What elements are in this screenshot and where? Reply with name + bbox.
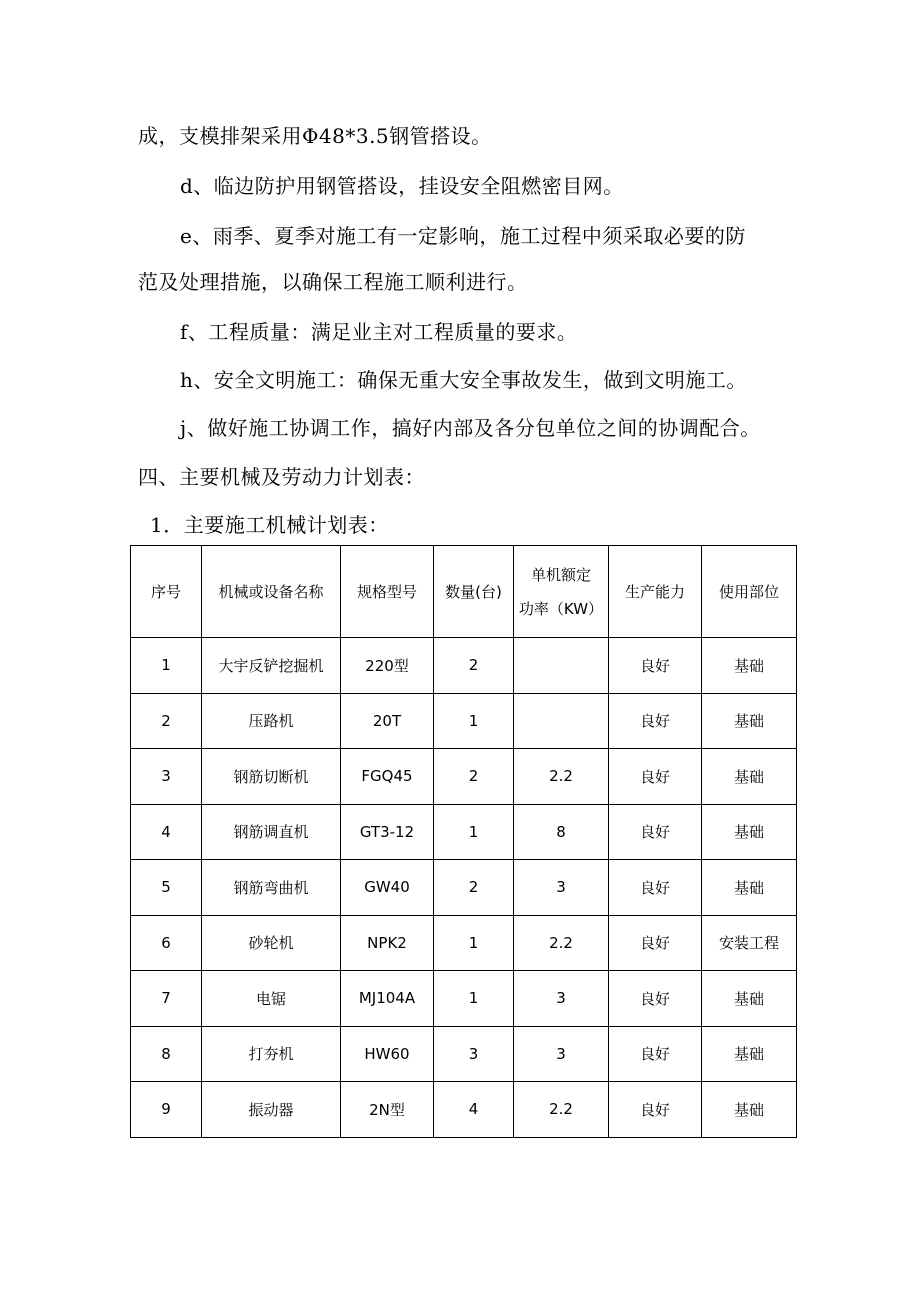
cell-name: 钢筋弯曲机 bbox=[202, 860, 341, 916]
cell-power bbox=[514, 693, 609, 749]
cell-no: 3 bbox=[131, 749, 202, 805]
paragraph-j-coordination: j、做好施工协调工作，搞好内部及各分包单位之间的协调配合。 bbox=[180, 416, 761, 440]
cell-no: 7 bbox=[131, 971, 202, 1027]
cell-capacity: 良好 bbox=[609, 1026, 702, 1082]
cell-capacity: 良好 bbox=[609, 638, 702, 694]
header-model: 规格型号 bbox=[341, 546, 434, 638]
table-row bbox=[131, 1082, 797, 1138]
cell-qty: 1 bbox=[434, 693, 514, 749]
cell-no: 6 bbox=[131, 915, 202, 971]
table-row bbox=[131, 1026, 797, 1082]
cell-qty: 1 bbox=[434, 915, 514, 971]
cell-qty: 1 bbox=[434, 804, 514, 860]
cell-power: 2.2 bbox=[514, 1082, 609, 1138]
header-qty: 数量(台) bbox=[434, 546, 514, 638]
cell-power: 3 bbox=[514, 971, 609, 1027]
cell-power: 2.2 bbox=[514, 915, 609, 971]
cell-model: NPK2 bbox=[341, 915, 434, 971]
cell-location: 基础 bbox=[702, 638, 797, 694]
table-row bbox=[131, 915, 797, 971]
cell-power: 3 bbox=[514, 860, 609, 916]
cell-location: 基础 bbox=[702, 860, 797, 916]
cell-capacity: 良好 bbox=[609, 693, 702, 749]
cell-location: 基础 bbox=[702, 1026, 797, 1082]
table-row bbox=[131, 860, 797, 916]
machinery-table bbox=[130, 545, 797, 1138]
cell-no: 1 bbox=[131, 638, 202, 694]
table-row bbox=[131, 693, 797, 749]
header-capacity: 生产能力 bbox=[609, 546, 702, 638]
cell-power: 3 bbox=[514, 1026, 609, 1082]
cell-no: 9 bbox=[131, 1082, 202, 1138]
cell-location: 基础 bbox=[702, 1082, 797, 1138]
cell-model: MJ104A bbox=[341, 971, 434, 1027]
cell-location: 基础 bbox=[702, 693, 797, 749]
cell-capacity: 良好 bbox=[609, 971, 702, 1027]
table-row bbox=[131, 804, 797, 860]
table-row bbox=[131, 638, 797, 694]
cell-name: 电锯 bbox=[202, 971, 341, 1027]
subheading-machinery: 1．主要施工机械计划表： bbox=[150, 513, 389, 537]
header-no: 序号 bbox=[131, 546, 202, 638]
cell-qty: 1 bbox=[434, 971, 514, 1027]
cell-name: 压路机 bbox=[202, 693, 341, 749]
cell-power: 8 bbox=[514, 804, 609, 860]
cell-no: 4 bbox=[131, 804, 202, 860]
table-header-row bbox=[131, 546, 797, 638]
paragraph-h-safety: h、安全文明施工：确保无重大安全事故发生，做到文明施工。 bbox=[180, 368, 747, 392]
cell-no: 2 bbox=[131, 693, 202, 749]
table-row bbox=[131, 971, 797, 1027]
cell-model: 20T bbox=[341, 693, 434, 749]
cell-name: 振动器 bbox=[202, 1082, 341, 1138]
header-power-line1: 单机额定 bbox=[530, 565, 591, 584]
cell-qty: 2 bbox=[434, 860, 514, 916]
header-location: 使用部位 bbox=[702, 546, 797, 638]
cell-model: 220型 bbox=[341, 638, 434, 694]
paragraph-e-line1: e、雨季、夏季对施工有一定影响，施工过程中须采取必要的防 bbox=[180, 224, 746, 248]
cell-location: 基础 bbox=[702, 749, 797, 805]
cell-name: 打夯机 bbox=[202, 1026, 341, 1082]
paragraph-e-line2: 范及处理措施，以确保工程施工顺利进行。 bbox=[138, 270, 528, 294]
cell-name: 砂轮机 bbox=[202, 915, 341, 971]
cell-model: HW60 bbox=[341, 1026, 434, 1082]
cell-capacity: 良好 bbox=[609, 915, 702, 971]
cell-model: GW40 bbox=[341, 860, 434, 916]
header-name: 机械或设备名称 bbox=[202, 546, 341, 638]
cell-capacity: 良好 bbox=[609, 860, 702, 916]
cell-qty: 2 bbox=[434, 749, 514, 805]
cell-qty: 3 bbox=[434, 1026, 514, 1082]
cell-power: 2.2 bbox=[514, 749, 609, 805]
cell-name: 钢筋切断机 bbox=[202, 749, 341, 805]
cell-name: 钢筋调直机 bbox=[202, 804, 341, 860]
header-power-line2: 功率（KW） bbox=[518, 599, 604, 618]
cell-location: 安装工程 bbox=[702, 915, 797, 971]
cell-power bbox=[514, 638, 609, 694]
cell-no: 5 bbox=[131, 860, 202, 916]
cell-qty: 2 bbox=[434, 638, 514, 694]
table-row bbox=[131, 749, 797, 805]
cell-capacity: 良好 bbox=[609, 804, 702, 860]
paragraph-formwork: 成，支模排架采用Φ48*3.5钢管搭设。 bbox=[138, 124, 492, 148]
cell-capacity: 良好 bbox=[609, 1082, 702, 1138]
cell-location: 基础 bbox=[702, 804, 797, 860]
section-heading: 四、主要机械及劳动力计划表： bbox=[138, 465, 425, 489]
cell-capacity: 良好 bbox=[609, 749, 702, 805]
header-power bbox=[514, 546, 609, 638]
cell-no: 8 bbox=[131, 1026, 202, 1082]
cell-model: GT3-12 bbox=[341, 804, 434, 860]
cell-name: 大宇反铲挖掘机 bbox=[202, 638, 341, 694]
cell-model: FGQ45 bbox=[341, 749, 434, 805]
paragraph-f-quality: f、工程质量：满足业主对工程质量的要求。 bbox=[180, 320, 578, 344]
paragraph-d-edge-protection: d、临边防护用钢管搭设，挂设安全阻燃密目网。 bbox=[180, 174, 624, 198]
cell-location: 基础 bbox=[702, 971, 797, 1027]
cell-qty: 4 bbox=[434, 1082, 514, 1138]
cell-model: 2N型 bbox=[341, 1082, 434, 1138]
